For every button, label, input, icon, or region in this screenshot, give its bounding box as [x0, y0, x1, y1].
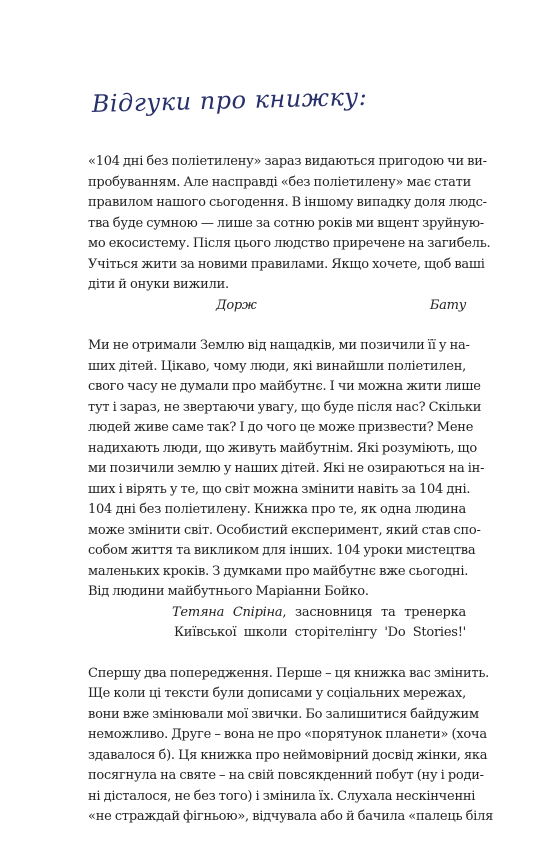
reviews-content [88, 152, 494, 828]
review-2 [88, 336, 485, 644]
review-1-line: діти й онуки вижили. [88, 277, 229, 292]
reviews-heading-lettering [91, 82, 368, 126]
review-2-line: свого часу не думали про майбутнє. І чи можна жити лише [88, 379, 481, 394]
review-3 [88, 664, 494, 828]
review-1-line: правилом нашого сьогодення. В іншому випадку доля людс- [88, 195, 487, 210]
review-2-line: людей живе саме так? І до чого це може призвести? Мене [88, 420, 474, 435]
review-2-line: ших і вірять у те, що світ можна змінити навіть за 104 дні. [88, 481, 471, 497]
review-3-line: Спершу два попередження. Перше – ця книжка вас змінить. [88, 665, 490, 681]
review-1-author: Дорж Бату [216, 297, 466, 313]
review-3-line: неможливо. Друге – вона не про «порятунок планети» (хоча [88, 727, 487, 742]
review-1 [88, 152, 491, 316]
paragraph-gap [88, 644, 466, 664]
review-2-line: собом життя та викликом для інших. 104 уроки мистецтва [88, 543, 476, 558]
paragraph-gap [88, 316, 466, 336]
review-1-line: мо екосистему. Після цього людство приречене на загибель. [88, 236, 491, 251]
review-2-author-organization: Київської школи сторітелінгу 'Do Stories!' [174, 625, 466, 640]
review-2-line: маленьких кроків. З думками про майбутнє вже сьогодні. [88, 563, 469, 579]
reviews-heading-text: Відгуки про книжку: [91, 82, 368, 118]
review-2-author-role: , засновниця та тренерка [282, 604, 466, 620]
reviews-heading [91, 82, 368, 126]
review-2-line: може змінити світ. Особистий експеримент, який став спо- [88, 522, 481, 538]
review-3-line: «не страждай фігньою», відчувала або й бачила «палець біля [88, 809, 494, 824]
review-2-author-name: Тетяна Спіріна [172, 604, 283, 620]
review-3-line: здавалося б). Ця книжка про неймовірний досвід жінки, яка [88, 747, 488, 763]
review-1-line: пробуванням. Але насправді «без поліетилену» має стати [88, 174, 471, 190]
review-2-line: Ми не отримали Землю від нащадків, ми позичили її у на- [88, 338, 470, 353]
review-3-line: вони вже змінювали мої звички. Бо залишитися байдужим [88, 706, 479, 722]
review-3-line: ні дісталося, не без того) і змінила їх. Слухала нескінченні [88, 788, 476, 804]
review-2-line: ми позичили землю у наших дітей. Які не озираються на ін- [88, 461, 485, 476]
review-2-line: надихають люди, що живуть майбутнім. Які розуміють, що [88, 440, 477, 456]
review-2-line: Від людини майбутнього Маріанни Бойко. [88, 584, 369, 599]
review-2-line: тут і зараз, не звертаючи увагу, що буде після нас? Скільки [88, 399, 482, 415]
review-2-line: ших дітей. Цікаво, чому люди, які винайшли поліетилен, [88, 358, 466, 374]
review-2-line: 104 дні без поліетилену. Книжка про те, як одна людина [88, 502, 466, 517]
review-3-line: Ще коли ці тексти були дописами у соціальних мережах, [88, 686, 466, 701]
review-1-line: тва буде сумною — лише за сотню років ми вщент зруйную- [88, 215, 484, 231]
review-1-line: Учіться жити за новими правилами. Якщо хочете, щоб ваші [88, 256, 485, 272]
review-3-line: посягнула на святе – на свій повсякденний побут (ну і роди- [88, 768, 484, 783]
review-2-author [172, 603, 466, 624]
review-1-line: «104 дні без поліетилену» зараз видаються пригодою чи ви- [88, 154, 487, 169]
